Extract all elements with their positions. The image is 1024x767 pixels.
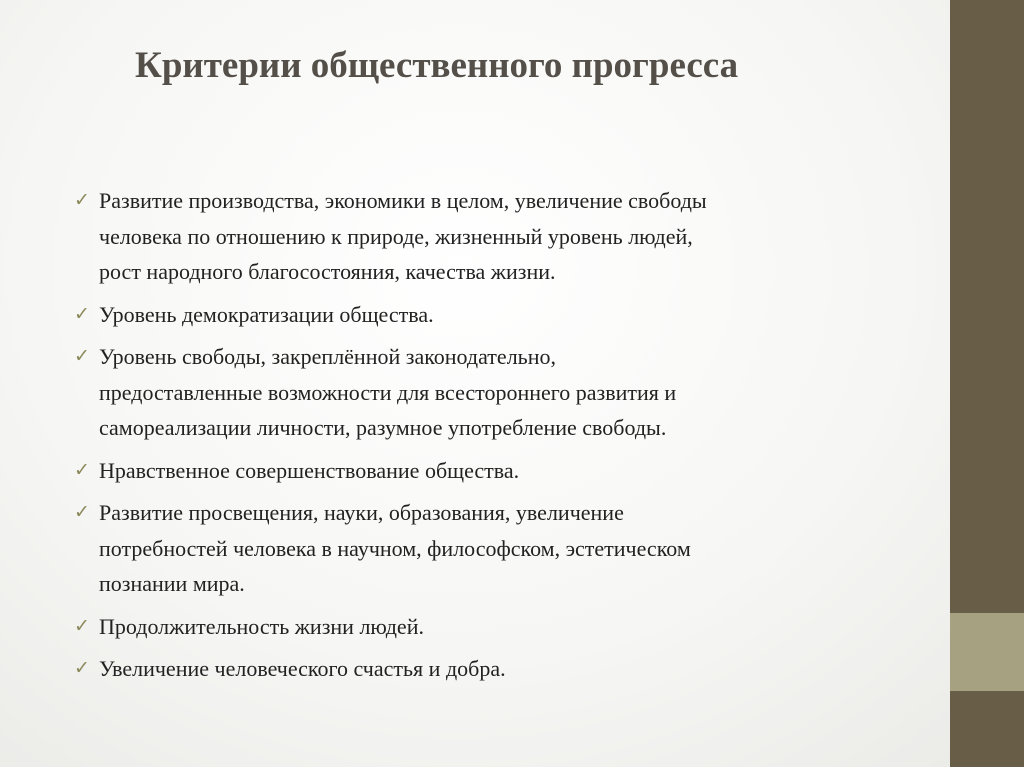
bullet-item — [74, 495, 914, 602]
bullet-item — [74, 297, 914, 333]
bullet-item — [74, 339, 914, 446]
bullet-item — [74, 609, 914, 645]
bullet-item — [74, 183, 914, 290]
bullet-line: человека по отношению к природе, жизненный уровень людей, — [99, 223, 693, 249]
checkmark-icon: ✓ — [74, 302, 90, 325]
checkmark-icon: ✓ — [74, 458, 90, 481]
checkmark-icon: ✓ — [74, 501, 90, 523]
bullet-line: познании мира. — [99, 571, 245, 596]
side-accent-block — [950, 613, 1024, 691]
bullet-line: Уровень демократизации общества. — [99, 301, 434, 327]
checkmark-icon: ✓ — [74, 657, 90, 679]
bullet-line: Развитие производства, экономики в целом, увеличение свободы — [99, 188, 707, 213]
bullet-line: Увеличение человеческого счастья и добра. — [99, 656, 506, 681]
bullet-line: Развитие просвещения, науки, образования, увеличение — [99, 500, 624, 525]
bullet-list — [74, 183, 914, 694]
bullet-line: Продолжительность жизни людей. — [99, 613, 424, 639]
bullet-line: потребностей человека в научном, философском, эстетическом — [99, 535, 691, 561]
bullet-item — [74, 651, 914, 687]
bullet-item — [74, 453, 914, 489]
bullet-line: предоставленные возможности для всестороннего развития и — [99, 379, 677, 405]
bullet-line: Нравственное совершенствование общества. — [99, 457, 520, 483]
checkmark-icon: ✓ — [74, 189, 90, 211]
bullet-line: самореализации личности, разумное употребление свободы. — [99, 415, 667, 440]
bullet-line: Уровень свободы, закреплённой законодательно, — [99, 344, 556, 369]
checkmark-icon: ✓ — [74, 345, 90, 367]
bullet-line: рост народного благосостояния, качества жизни. — [99, 259, 556, 284]
slide-title: Критерии общественного прогресса — [135, 45, 739, 86]
checkmark-icon: ✓ — [74, 614, 90, 637]
